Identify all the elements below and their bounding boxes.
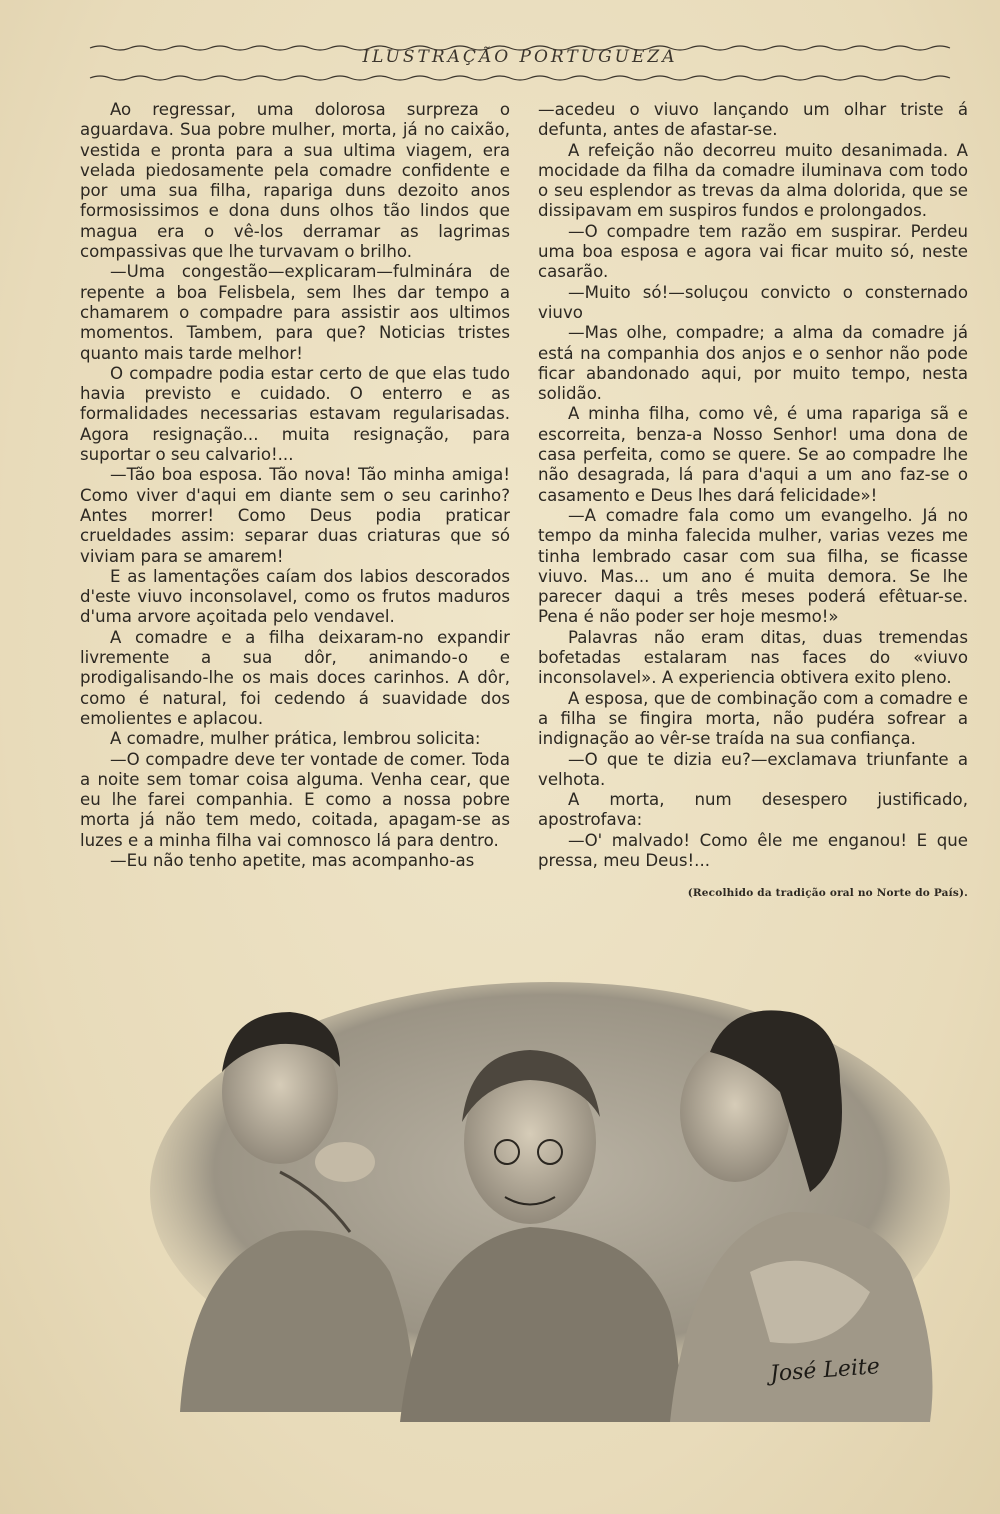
paragraph: —O compadre tem razão em suspirar. Perdeu uma boa esposa e agora vai ficar muito só, neste casarão. (538, 221, 968, 282)
paragraph: —Mas olhe, compadre; a alma da comadre já está na companhia dos anjos e o senhor não pode ficar abandonado aqui, por muito tempo, nesta solidão. (538, 323, 968, 404)
paragraph: —O que te dizia eu?—exclamava triunfante a velhota. (538, 749, 968, 789)
paragraph: —Muito só!—soluçou convicto o consternado viuvo (538, 282, 968, 322)
paragraph: —O compadre deve ter vontade de comer. Toda a noite sem tomar coisa alguma. Venha cear, que eu lhe farei companhia. E como a nossa pobre morta já não tem medo, coitada, apagam-se as luzes e a minha filha vai comnosco lá para dentro. (80, 749, 510, 850)
paragraph: Palavras não eram ditas, duas tremendas bofetadas estalaram nas faces do «viuvo inconsolavel». A experiencia obtivera exito pleno. (538, 627, 968, 688)
paragraph: A comadre e a filha deixaram-no expandir livremente a sua dôr, animando-o e prodigalisando-lhe os mais doces carinhos. A dôr, como é natural, foi cedendo á suavidade dos emolientes e aplacou. (80, 627, 510, 728)
right-column (538, 100, 968, 904)
paragraph: A comadre, mulher prática, lembrou solicita: (110, 729, 481, 749)
paragraph: A refeição não decorreu muito desanimada. A mocidade da filha da comadre iluminava com todo o seu esplendor as trevas da alma dolorida, que se dissipavam em suspiros fundos e prolongados. (538, 140, 968, 221)
paragraph: A morta, num desespero justificado, apostrofava: (538, 790, 968, 830)
masthead (85, 38, 955, 90)
paragraph: O compadre podia estar certo de que elas tudo havia previsto e cuidado. O enterro e as formalidades necessarias estavam regularisadas. Agora resignação... muita resignação, para suportar o seu calvario!... (80, 363, 510, 465)
paragraph: A minha filha, como vê, é uma rapariga sã e escorreita, benza-a Nosso Senhor! uma dona de casa perfeita, como se quere. Se ao compadre lhe não desagrada, lá para d'aqui a um ano faz-se o casamento e Deus lhes dará felicidade»! (538, 404, 968, 505)
paragraph: —acedeu o viuvo lançando um olhar triste á defunta, antes de afastar-se. (538, 100, 968, 140)
paragraph: —Eu não tenho apetite, mas acompanho-as (110, 850, 475, 870)
paragraph: A esposa, que de combinação com a comadre e a filha se fingira morta, não pudéra sofrear a indignação ao vêr-se traída na sua confiança. (538, 688, 968, 749)
paragraph: —Tão boa esposa. Tão nova! Tão minha amiga! Como viver d'aqui em diante sem o seu carinho? Antes morrer! Como Deus podia praticar crueldades assim: separar duas criaturas que só viviam para se amarem! (80, 465, 510, 566)
paragraph: Ao regressar, uma dolorosa surpreza o aguardava. Sua pobre mulher, morta, já no caixão, vestida e pronta para a sua ultima viagem, era velada piedosamente pela comadre confidente e por uma sua filha, rapariga duns dezoito anos formosissimos e dona duns olhos tão lindos que magua era o vê-los derramar as lagrimas compassivas que lhe turvavam o brilho. (80, 100, 510, 262)
paragraph: —A comadre fala como um evangelho. Já no tempo da minha falecida mulher, varias vezes me tinha lembrado casar com sua filha, se ficasse viuvo. Mas... um ano é muita demora. Se lhe parecer daqui a três meses poderá efêtuar-se. Pena é não poder ser hoje mesmo!» (538, 505, 968, 627)
paragraph: E as lamentações caíam dos labios descorados d'este viuvo inconsolavel, como os frutos maduros d'uma arvore açoitada pelo vendavel. (80, 566, 510, 627)
paragraph: —O' malvado! Como êle me enganou! E que pressa, meu Deus!... (538, 830, 968, 870)
left-column (80, 100, 510, 871)
source-credit: (Recolhido da tradição oral no Norte do País). (687, 887, 968, 900)
masthead-title: ILUSTRAÇÃO PORTUGUEZA (362, 47, 678, 67)
paragraph: —Uma congestão—explicaram—fulminára de repente a boa Felisbela, sem lhes dar tempo a chamarem o compadre para assistir aos ultimos momentos. Tambem, para que? Noticias tristes quanto mais tarde melhor! (80, 262, 510, 363)
artist-signature: José Leite (769, 1354, 881, 1387)
